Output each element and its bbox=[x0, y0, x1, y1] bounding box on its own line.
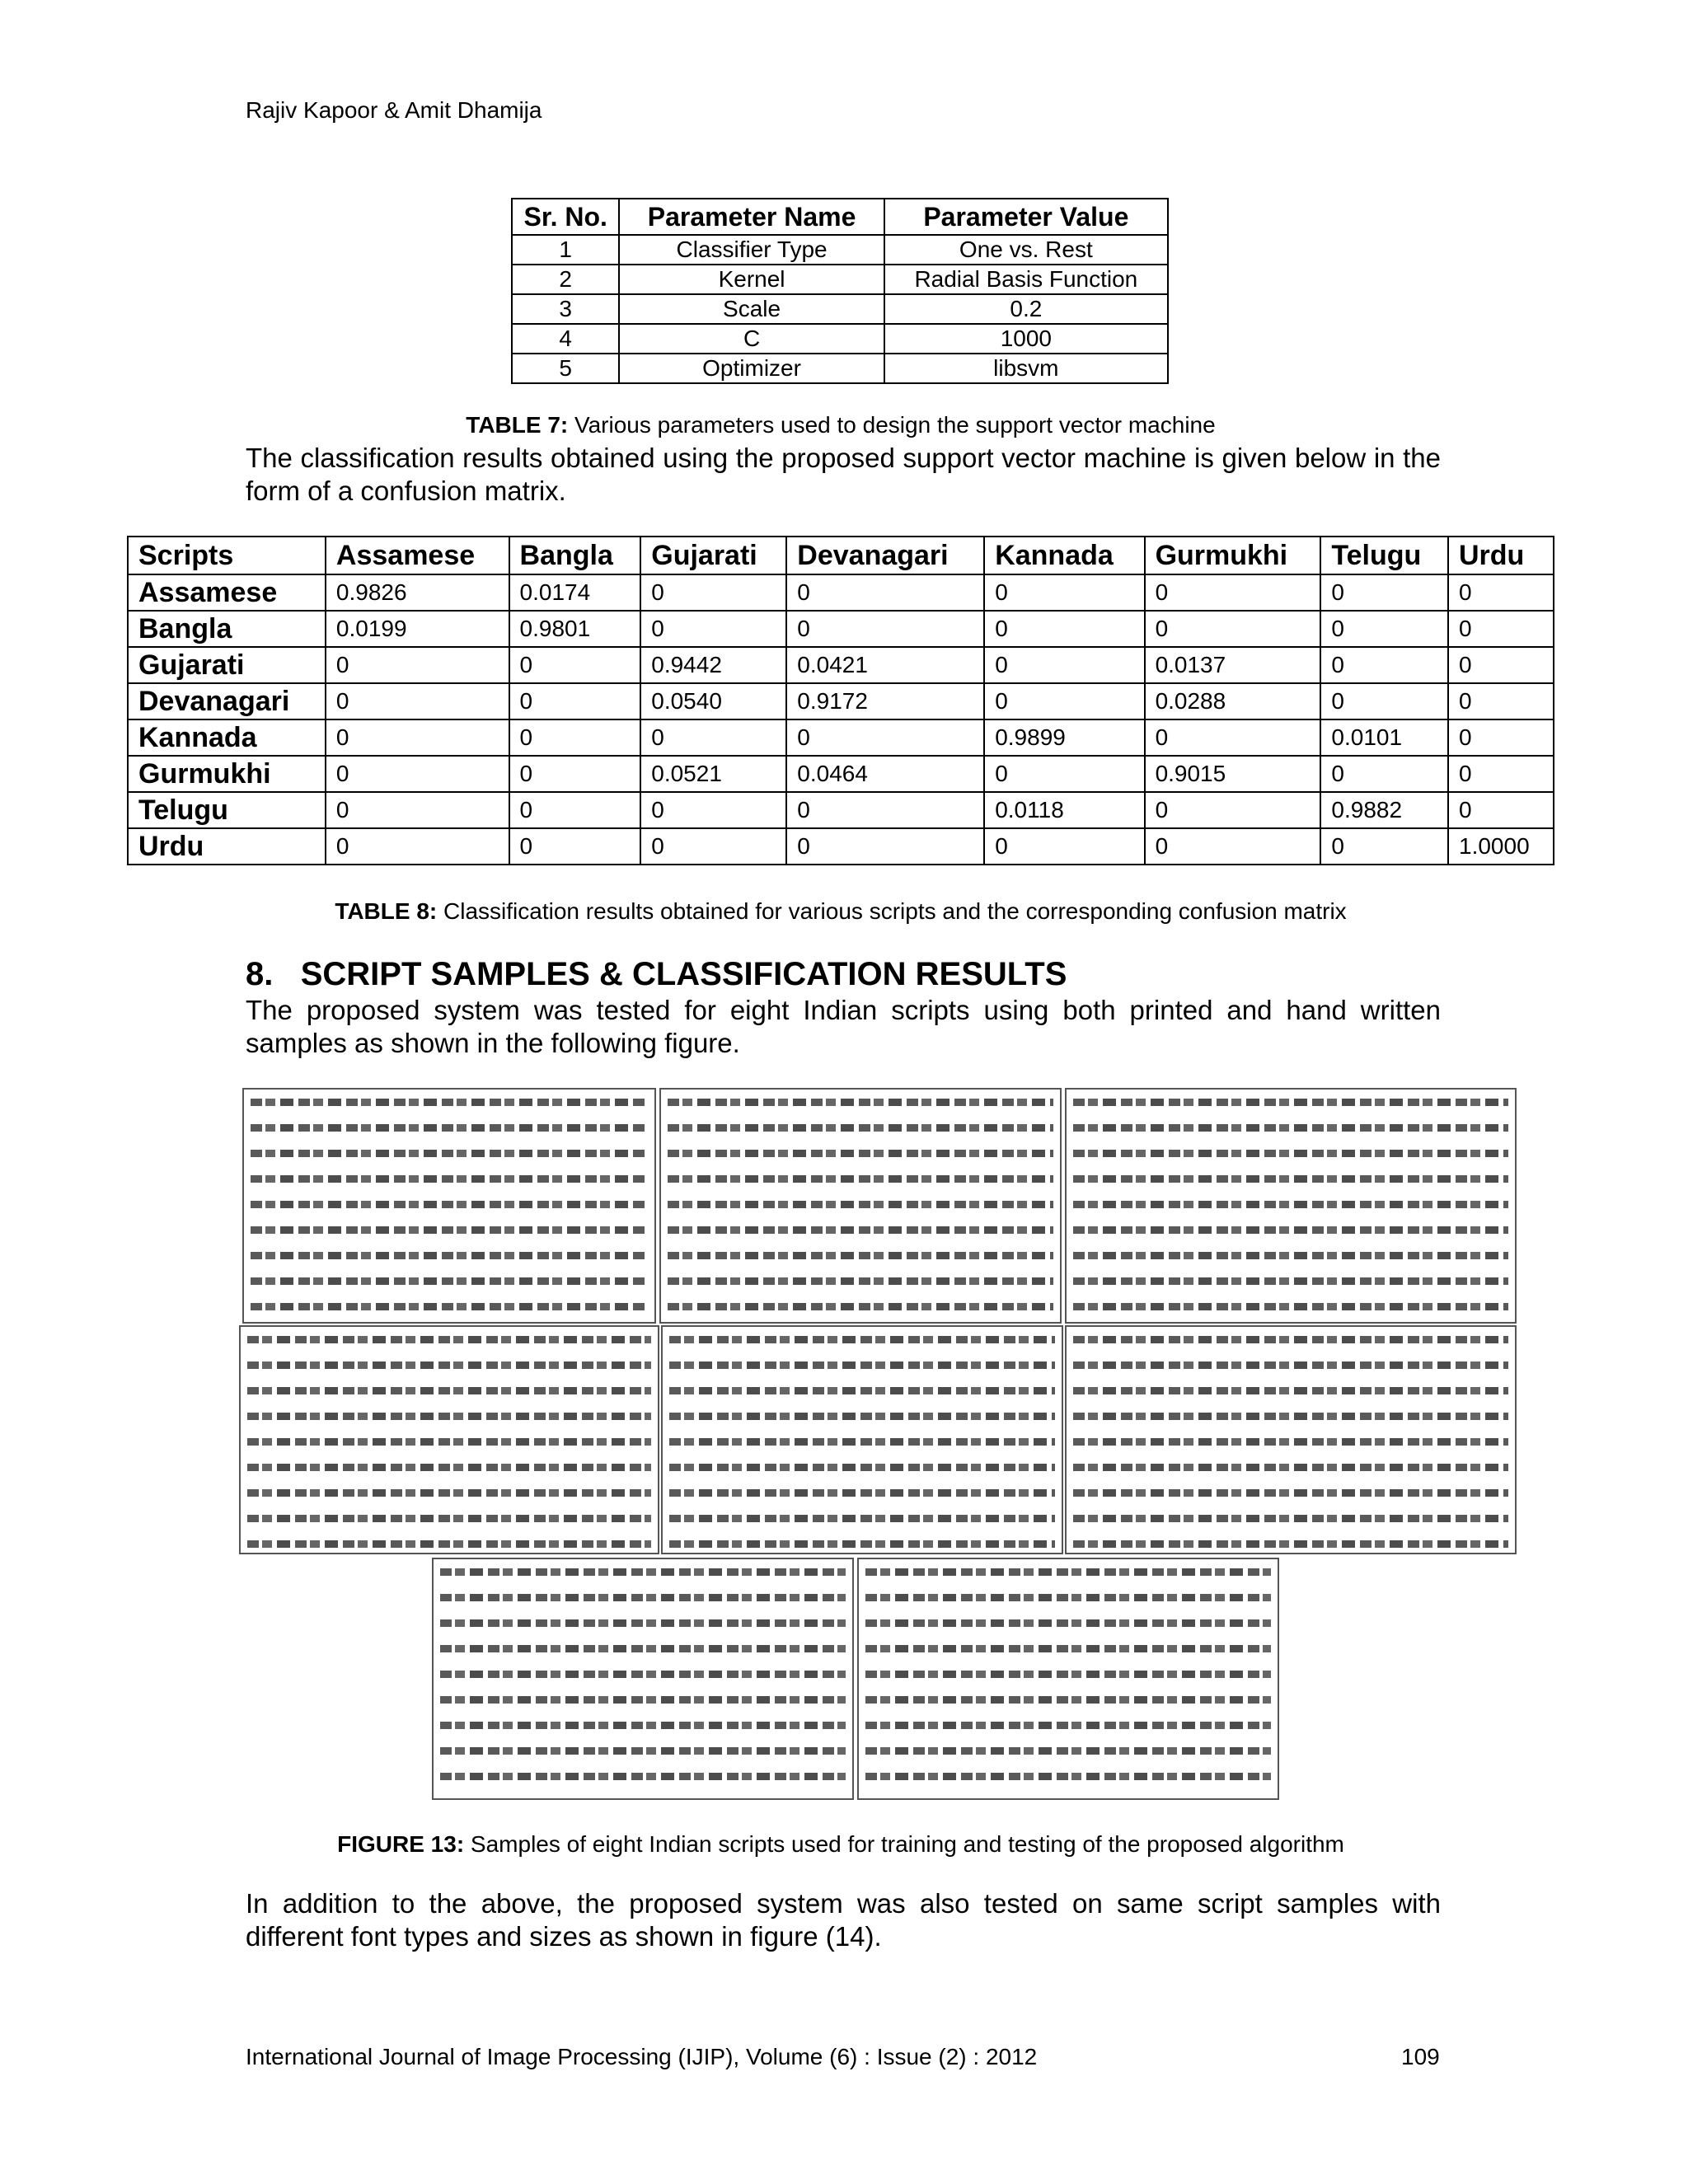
table-8-row bbox=[128, 574, 1554, 611]
table-7-cell: 4 bbox=[512, 324, 619, 354]
table-8-cell: 0 bbox=[326, 756, 509, 792]
table-7-caption bbox=[379, 412, 1302, 438]
sample-image-kannada bbox=[661, 1325, 1063, 1554]
table-8-row-header: Assamese bbox=[128, 574, 326, 611]
table-8-cell: 0 bbox=[640, 828, 786, 865]
figure-13-caption-text: Samples of eight Indian scripts used for training and testing of the proposed algorithm bbox=[464, 1831, 1344, 1857]
table-8-cell: 0 bbox=[326, 828, 509, 865]
figure-13-caption bbox=[247, 1831, 1434, 1858]
sample-image-urdu bbox=[857, 1558, 1279, 1800]
table-8-cell: 0 bbox=[509, 828, 641, 865]
paragraph-additional-tests: In addition to the above, the proposed system was also tested on same script samples with different font types and sizes as shown in figure (14). bbox=[246, 1888, 1441, 1952]
table-7-row bbox=[512, 324, 1168, 354]
running-header: Rajiv Kapoor & Amit Dhamija bbox=[246, 97, 542, 123]
table-8-row bbox=[128, 683, 1554, 719]
table-8-cell: 0 bbox=[640, 719, 786, 756]
table-8-row bbox=[128, 828, 1554, 865]
paragraph-figure-intro: The proposed system was tested for eight Indian scripts using both printed and hand written samples as shown in the following figure. bbox=[246, 995, 1441, 1058]
table-7-col-param-value: Parameter Value bbox=[884, 199, 1168, 235]
table-8-cell: 0 bbox=[509, 756, 641, 792]
table-8-cell: 0 bbox=[1145, 719, 1321, 756]
table-8-cell: 0 bbox=[1448, 792, 1554, 828]
table-8-cell: 0 bbox=[984, 828, 1144, 865]
table-8-column-header: Devanagari bbox=[786, 537, 984, 574]
table-8-cell: 1.0000 bbox=[1448, 828, 1554, 865]
sample-image-gurmukhi bbox=[1065, 1325, 1517, 1554]
table-8-cell: 0.0118 bbox=[984, 792, 1144, 828]
section-title: SCRIPT SAMPLES & CLASSIFICATION RESULTS bbox=[300, 956, 1067, 992]
table-8-cell: 0 bbox=[984, 647, 1144, 683]
table-7-cell: 2 bbox=[512, 265, 619, 294]
table-8-row bbox=[128, 611, 1554, 647]
table-7-header-row bbox=[512, 199, 1168, 235]
table-7-row bbox=[512, 294, 1168, 324]
table-8-cell: 0 bbox=[1320, 647, 1448, 683]
table-8-column-header: Telugu bbox=[1320, 537, 1448, 574]
table-8-cell: 0 bbox=[1320, 828, 1448, 865]
table-8-cell: 0 bbox=[1448, 756, 1554, 792]
paragraph-confusion-intro: The classification results obtained using the proposed support vector machine is given below in the form of a confusion matrix. bbox=[246, 443, 1441, 506]
table-8-cell: 0 bbox=[1448, 683, 1554, 719]
table-8-cell: 0.9801 bbox=[509, 611, 641, 647]
table-8-cell: 0 bbox=[509, 719, 641, 756]
table-8-row-header: Telugu bbox=[128, 792, 326, 828]
table-7-row bbox=[512, 235, 1168, 265]
table-7-col-param-name: Parameter Name bbox=[619, 199, 884, 235]
table-7-cell: Kernel bbox=[619, 265, 884, 294]
table-8-cell: 0 bbox=[326, 719, 509, 756]
table-7-cell: One vs. Rest bbox=[884, 235, 1168, 265]
table-8-row bbox=[128, 719, 1554, 756]
table-8-cell: 0.9826 bbox=[326, 574, 509, 611]
section-heading bbox=[246, 956, 1067, 993]
table-8-cell: 0 bbox=[1320, 611, 1448, 647]
sample-image-devanagari bbox=[239, 1325, 659, 1554]
table-8-cell: 0 bbox=[509, 792, 641, 828]
table-7-caption-text: Various parameters used to design the support vector machine bbox=[568, 412, 1216, 438]
table-8-cell: 0 bbox=[1320, 756, 1448, 792]
table-8-cell: 0.0288 bbox=[1145, 683, 1321, 719]
table-8-cell: 0 bbox=[1145, 611, 1321, 647]
sample-image-assamese bbox=[242, 1088, 656, 1324]
table-8-cell: 0 bbox=[984, 611, 1144, 647]
sample-image-telugu bbox=[432, 1558, 854, 1800]
table-8-column-header: Gujarati bbox=[640, 537, 786, 574]
table-8-row-header: Kannada bbox=[128, 719, 326, 756]
table-8-cell: 0 bbox=[1145, 792, 1321, 828]
table-7-cell: 3 bbox=[512, 294, 619, 324]
table-7-col-srno: Sr. No. bbox=[512, 199, 619, 235]
table-8-cell: 0.0174 bbox=[509, 574, 641, 611]
table-8-cell: 0 bbox=[1448, 647, 1554, 683]
table-8-column-header: Scripts bbox=[128, 537, 326, 574]
table-7-caption-label: TABLE 7: bbox=[466, 412, 569, 438]
table-7-cell: libsvm bbox=[884, 354, 1168, 383]
table-8-cell: 0 bbox=[1145, 828, 1321, 865]
table-8-cell: 0 bbox=[326, 647, 509, 683]
section-number: 8. bbox=[246, 956, 274, 992]
table-7-cell: C bbox=[619, 324, 884, 354]
table-8-cell: 0 bbox=[509, 683, 641, 719]
table-8-cell: 0 bbox=[984, 756, 1144, 792]
table-8-row-header: Gurmukhi bbox=[128, 756, 326, 792]
table-7-cell: Classifier Type bbox=[619, 235, 884, 265]
table-8-column-header: Kannada bbox=[984, 537, 1144, 574]
table-8-column-header: Bangla bbox=[509, 537, 641, 574]
table-8-cell: 0.9442 bbox=[640, 647, 786, 683]
table-8-row bbox=[128, 756, 1554, 792]
figure-13-caption-label: FIGURE 13: bbox=[337, 1831, 465, 1857]
table-8-cell: 0 bbox=[786, 611, 984, 647]
table-8-cell: 0.0540 bbox=[640, 683, 786, 719]
table-7-cell: 1000 bbox=[884, 324, 1168, 354]
table-8-cell: 0 bbox=[984, 574, 1144, 611]
table-8-row bbox=[128, 647, 1554, 683]
page-number: 109 bbox=[1401, 2044, 1440, 2069]
table-8-cell: 0.0421 bbox=[786, 647, 984, 683]
table-8-column-header: Assamese bbox=[326, 537, 509, 574]
table-8-row bbox=[128, 792, 1554, 828]
table-8-cell: 0 bbox=[786, 828, 984, 865]
table-8-cell: 0 bbox=[1448, 719, 1554, 756]
table-7-cell: Scale bbox=[619, 294, 884, 324]
table-8-cell: 0 bbox=[326, 792, 509, 828]
table-8-cell: 0 bbox=[1448, 574, 1554, 611]
table-8-cell: 0 bbox=[1448, 611, 1554, 647]
table-8-column-header: Urdu bbox=[1448, 537, 1554, 574]
table-8-row-header: Gujarati bbox=[128, 647, 326, 683]
table-7-cell: Optimizer bbox=[619, 354, 884, 383]
table-8-cell: 0.9015 bbox=[1145, 756, 1321, 792]
table-8-cell: 0.0464 bbox=[786, 756, 984, 792]
table-7-row bbox=[512, 354, 1168, 383]
table-8-cell: 0 bbox=[1320, 683, 1448, 719]
table-7-cell: Radial Basis Function bbox=[884, 265, 1168, 294]
table-8-cell: 0 bbox=[640, 574, 786, 611]
table-7-row bbox=[512, 265, 1168, 294]
table-7-cell: 0.2 bbox=[884, 294, 1168, 324]
page-footer: International Journal of Image Processing (IJIP), Volume (6) : Issue (2) : 2012 bbox=[246, 2044, 1038, 2069]
table-8-cell: 0.9172 bbox=[786, 683, 984, 719]
table-8-confusion-matrix bbox=[127, 536, 1554, 865]
table-8-row-header: Devanagari bbox=[128, 683, 326, 719]
table-8-column-header: Gurmukhi bbox=[1145, 537, 1321, 574]
sample-image-bangla bbox=[659, 1088, 1062, 1324]
table-8-cell: 0.9899 bbox=[984, 719, 1144, 756]
table-8-cell: 0 bbox=[640, 792, 786, 828]
table-8-cell: 0 bbox=[1320, 574, 1448, 611]
table-8-cell: 0 bbox=[509, 647, 641, 683]
table-8-cell: 0 bbox=[1145, 574, 1321, 611]
table-8-cell: 0 bbox=[640, 611, 786, 647]
table-7-cell: 5 bbox=[512, 354, 619, 383]
table-8-cell: 0 bbox=[786, 792, 984, 828]
table-8-cell: 0 bbox=[786, 574, 984, 611]
table-8-cell: 0 bbox=[326, 683, 509, 719]
table-8-cell: 0 bbox=[786, 719, 984, 756]
table-8-cell: 0.0101 bbox=[1320, 719, 1448, 756]
table-7-cell: 1 bbox=[512, 235, 619, 265]
table-8-caption bbox=[247, 898, 1434, 925]
table-8-cell: 0 bbox=[984, 683, 1144, 719]
table-8-caption-text: Classification results obtained for various scripts and the corresponding confusion matrix bbox=[437, 898, 1347, 924]
sample-image-gujarati bbox=[1065, 1088, 1517, 1324]
table-7 bbox=[511, 198, 1169, 384]
table-8-caption-label: TABLE 8: bbox=[335, 898, 438, 924]
table-8-cell: 0.0199 bbox=[326, 611, 509, 647]
table-8-row-header: Bangla bbox=[128, 611, 326, 647]
table-8-cell: 0.9882 bbox=[1320, 792, 1448, 828]
table-8-cell: 0.0137 bbox=[1145, 647, 1321, 683]
table-8-cell: 0.0521 bbox=[640, 756, 786, 792]
table-8-header-row bbox=[128, 537, 1554, 574]
table-8-row-header: Urdu bbox=[128, 828, 326, 865]
